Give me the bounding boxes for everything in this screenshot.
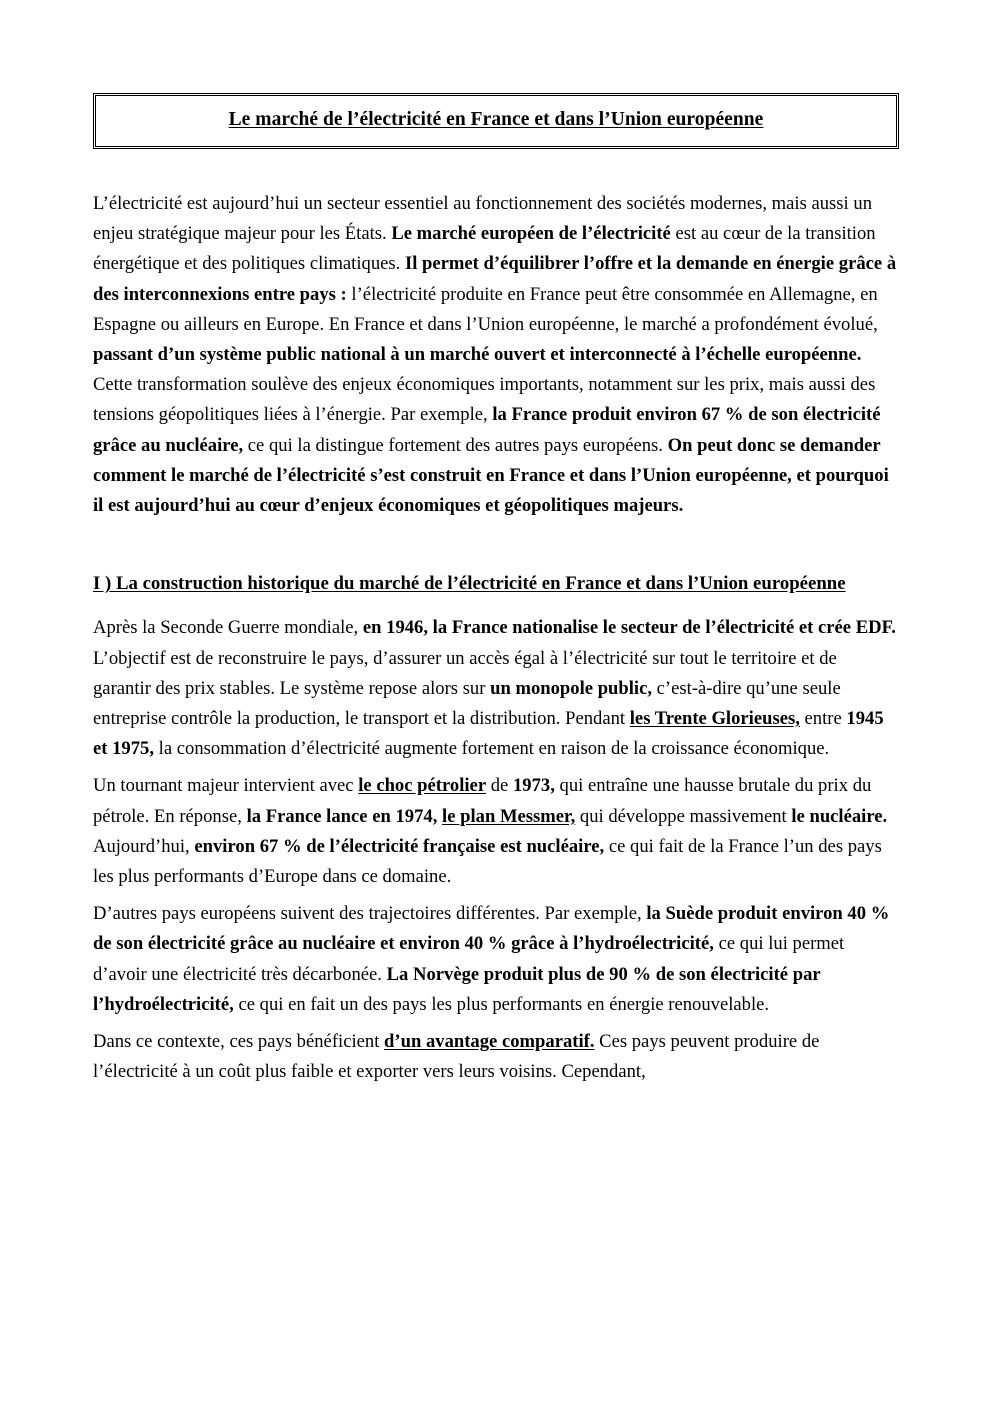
text-run-bold-1: la Suède produit environ 40 % de son électricité grâce au nucléaire et environ 40 % grâce à l’hydroélectricité, xyxy=(93,903,890,955)
text-run-normal-8: la consommation d’électricité augmente fortement en raison de la croissance économique. xyxy=(154,738,830,760)
spacer-p3-p4 xyxy=(93,1020,899,1027)
text-run-normal-11: ce qui fait de la France l’un des pays les plus performants d’Europe dans ce domaine. xyxy=(93,835,882,888)
spacer-before-heading xyxy=(93,521,899,569)
section-one-paragraph-4 xyxy=(93,1027,899,1087)
title-box xyxy=(93,93,899,149)
text-run-normal-6: entre xyxy=(799,708,847,730)
spacer-after-heading xyxy=(93,599,899,613)
text-run-bold-5: la France lance en 1974, xyxy=(246,805,443,827)
text-run-normal-4: ce qui en fait un des pays les plus performants en énergie renouvelable. xyxy=(233,993,770,1015)
text-run-normal-2: Ces pays peuvent produire de l’électricité à un coût plus faible et exporter vers leurs voisins. Cependant, xyxy=(93,1031,820,1083)
intro-block xyxy=(93,189,899,521)
spacer-p1-p2 xyxy=(93,764,899,771)
text-run-bold-3: La Norvège produit plus de 90 % de son électricité par l’hydroélectricité, xyxy=(93,963,821,1015)
text-run-bold-7: la France produit environ 67 % de son électricité grâce au nucléaire, xyxy=(93,404,881,456)
text-run-bold-9: On peut donc se demander comment le marché de l’électricité s’est construit en France et dans l’Union européenne, et pourquoi il est aujourd’hui au cœur d’enjeux économiques et géopolitiques majeurs. xyxy=(93,434,889,517)
text-run-normal-8: ce qui la distingue fortement des autres pays européens. xyxy=(243,434,668,456)
text-run-bold-1: en 1946, la France nationalise le secteur de l’électricité et crée EDF. xyxy=(362,617,896,639)
section-one-paragraph-2 xyxy=(93,771,899,892)
text-run-bold-7: 1945 et 1975, xyxy=(93,708,884,760)
page-title: Le marché de l’électricité en France et dans l’Union européenne xyxy=(228,108,764,130)
text-run-bold-underline-1: d’un avantage comparatif. xyxy=(384,1031,595,1053)
text-run-normal-2: est au cœur de la transition énergétique et des politiques climatiques. xyxy=(93,223,876,275)
text-run-normal-6: Cette transformation soulève des enjeux économiques importants, notamment sur les prix, mais aussi des tensions géopolitiques liées à l’énergie. Par exemple, xyxy=(93,374,876,426)
text-run-normal-4: qui entraîne une hausse brutale du prix du pétrole. En réponse, xyxy=(93,775,872,827)
text-run-bold-underline-1: le choc pétrolier xyxy=(358,775,487,797)
text-run-normal-4: c’est-à-dire qu’une seule entreprise contrôle la production, le transport et la distribution. Pendant xyxy=(93,677,841,730)
section-one-paragraph-1 xyxy=(93,613,899,764)
text-run-normal-0: Après la Seconde Guerre mondiale, xyxy=(93,617,363,639)
text-run-normal-2: ce qui lui permet d’avoir une électricité très décarbonée. xyxy=(93,933,845,985)
text-run-normal-0: Un tournant majeur intervient avec xyxy=(93,775,359,797)
text-run-bold-underline-5: les Trente Glorieuses, xyxy=(629,708,800,730)
page-content xyxy=(93,93,899,1087)
text-run-normal-0: D’autres pays européens suivent des trajectoires différentes. Par exemple, xyxy=(93,903,647,925)
text-run-bold-3: un monopole public, xyxy=(490,677,653,699)
section-one-paragraph-3 xyxy=(93,899,899,1020)
text-run-bold-underline-6: le plan Messmer, xyxy=(442,805,576,827)
text-run-normal-9: Aujourd’hui, xyxy=(93,835,195,857)
text-run-normal-2: L’objectif est de reconstruire le pays, d’assurer un accès égal à l’électricité sur tout le territoire et de garantir des prix stables. Le système repose alors sur xyxy=(93,647,837,699)
text-run-bold-3: Il permet d’équilibrer l’offre et la demande en énergie grâce à des interconnexions entre pays : xyxy=(93,253,897,305)
text-run-bold-3: 1973, xyxy=(512,775,555,797)
text-run-normal-0: Dans ce contexte, ces pays bénéficient xyxy=(93,1031,385,1053)
text-run-normal-7: qui développe massivement xyxy=(575,805,792,827)
section-heading-one: I ) La construction historique du marché de l’électricité en France et dans l’Union européenne xyxy=(93,573,846,595)
text-run-bold-8: le nucléaire. xyxy=(791,805,888,827)
text-run-bold-10: environ 67 % de l’électricité française est nucléaire, xyxy=(194,835,605,857)
text-run-bold-1: Le marché européen de l’électricité xyxy=(391,223,671,245)
text-run-bold-5: passant d’un système public national à un marché ouvert et interconnecté à l’échelle européenne. xyxy=(93,344,862,366)
text-run-normal-2: de xyxy=(486,775,513,797)
text-run-normal-4: l’électricité produite en France peut être consommée en Allemagne, en Espagne ou ailleurs en Europe. En France et dans l’Union européenne, le marché a profondément évolué, xyxy=(93,283,878,335)
text-run-normal-0: L’électricité est aujourd’hui un secteur essentiel au fonctionnement des sociétés modernes, mais aussi un enjeu stratégique majeur pour les États. xyxy=(93,193,872,245)
spacer-p2-p3 xyxy=(93,892,899,899)
intro-paragraph xyxy=(93,189,899,521)
spacer-title-to-body xyxy=(93,149,899,189)
